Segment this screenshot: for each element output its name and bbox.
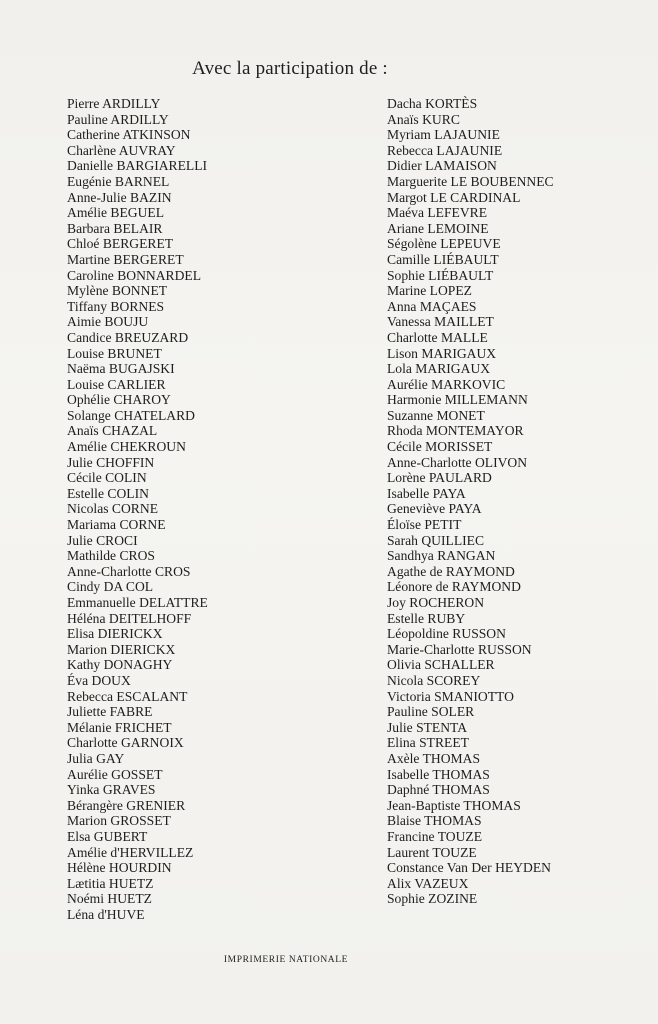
participant-name: Mariama CORNE xyxy=(67,517,166,533)
participant-name: Axèle THOMAS xyxy=(387,750,481,766)
participant-name: Aimie BOUJU xyxy=(67,314,149,330)
participant-name: Amélie BEGUEL xyxy=(67,205,165,221)
participant-name: Louise BRUNET xyxy=(67,345,162,361)
participant-name: Naëma BUGAJSKI xyxy=(67,361,175,377)
participant-name: Anaïs KURC xyxy=(387,111,460,127)
participant-name: Marion DIERICKX xyxy=(67,641,176,657)
participant-name: Caroline BONNARDEL xyxy=(67,267,202,283)
participant-name: Sophie LIÉBAULT xyxy=(387,267,494,283)
participant-name: Éloïse PETIT xyxy=(387,517,462,533)
participant-name: Rebecca LAJAUNIE xyxy=(387,142,503,158)
participant-name: Cécile MORISSET xyxy=(387,439,493,455)
participant-name: Laurent TOUZE xyxy=(387,844,477,860)
participant-name: Ségolène LEPEUVE xyxy=(387,236,501,252)
participant-name: Camille LIÉBAULT xyxy=(387,251,499,267)
participant-name: Candice BREUZARD xyxy=(67,329,189,345)
participant-name: Elisa DIERICKX xyxy=(67,626,163,642)
participant-name: Mathilde CROS xyxy=(67,548,155,564)
participant-name: Louise CARLIER xyxy=(67,376,166,392)
participant-name: Hélène HOURDIN xyxy=(67,860,172,876)
participant-name: Julia GAY xyxy=(67,750,125,766)
participant-name: Nicolas CORNE xyxy=(67,501,158,517)
participant-name: Mylène BONNET xyxy=(67,283,168,299)
participant-name: Pauline SOLER xyxy=(387,704,475,720)
participant-name: Mélanie FRICHET xyxy=(67,719,172,735)
participant-name: Bérangère GRENIER xyxy=(67,797,186,813)
participant-name: Jean-Baptiste THOMAS xyxy=(387,797,521,813)
participants-list-left xyxy=(67,96,208,922)
participant-name: Elsa GUBERT xyxy=(67,828,148,844)
participant-name: Lorène PAULARD xyxy=(387,470,492,486)
participant-name: Chloé BERGERET xyxy=(67,236,174,252)
participant-name: Dacha KORTÈS xyxy=(387,96,478,111)
participant-name: Constance Van Der HEYDEN xyxy=(387,860,551,876)
participant-name: Anne-Charlotte CROS xyxy=(67,563,191,579)
participant-name: Anaïs CHAZAL xyxy=(67,423,158,439)
participant-name: Nicola SCOREY xyxy=(387,672,481,688)
participant-name: Julie STENTA xyxy=(387,719,468,735)
participant-name: Victoria SMANIOTTO xyxy=(387,688,514,704)
participant-name: Agathe de RAYMOND xyxy=(387,563,515,579)
participant-name: Pauline ARDILLY xyxy=(67,111,169,127)
participant-name: Myriam LAJAUNIE xyxy=(387,127,500,143)
participant-name: Sophie ZOZINE xyxy=(387,891,478,907)
participant-name: Martine BERGERET xyxy=(67,251,184,267)
participant-name: Marie-Charlotte RUSSON xyxy=(387,641,532,657)
participant-name: Charlène AUVRAY xyxy=(67,142,176,158)
participant-name: Cécile COLIN xyxy=(67,470,147,486)
participant-name: Solange CHATELARD xyxy=(67,407,195,423)
participant-name: Amélie CHEKROUN xyxy=(67,439,186,455)
participant-name: Isabelle PAYA xyxy=(387,485,466,501)
participant-name: Pierre ARDILLY xyxy=(67,96,161,111)
participant-name: Anna MAÇAES xyxy=(387,298,477,314)
participant-name: Sarah QUILLIEC xyxy=(387,532,485,548)
participant-name: Charlotte GARNOIX xyxy=(67,735,184,751)
participant-name: Lætitia HUETZ xyxy=(67,875,154,891)
participant-name: Lola MARIGAUX xyxy=(387,361,491,377)
printer-imprint: IMPRIMERIE NATIONALE xyxy=(223,955,349,965)
participant-name: Margot LE CARDINAL xyxy=(387,189,521,205)
participant-name: Aurélie MARKOVIC xyxy=(387,376,506,392)
participant-name: Kathy DONAGHY xyxy=(67,657,173,673)
participant-name: Léna d'HUVE xyxy=(67,906,145,922)
participant-name: Catherine ATKINSON xyxy=(67,127,191,143)
participant-name: Harmonie MILLEMANN xyxy=(387,392,528,408)
participant-name: Isabelle THOMAS xyxy=(387,766,490,782)
participant-name: Barbara BELAIR xyxy=(67,220,163,236)
participant-name: Maéva LEFEVRE xyxy=(387,205,488,221)
participant-name: Francine TOUZE xyxy=(387,828,483,844)
participant-name: Ophélie CHAROY xyxy=(67,392,171,408)
participant-name: Héléna DEITELHOFF xyxy=(67,610,192,626)
participant-name: Juliette FABRE xyxy=(67,704,153,720)
participant-name: Estelle COLIN xyxy=(67,485,149,501)
participant-name: Julie CROCI xyxy=(67,532,138,548)
participant-name: Anne-Julie BAZIN xyxy=(67,189,172,205)
participant-name: Marguerite LE BOUBENNEC xyxy=(387,173,554,189)
participant-name: Tiffany BORNES xyxy=(67,298,165,314)
participant-name: Geneviève PAYA xyxy=(387,501,482,517)
participant-name: Yinka GRAVES xyxy=(67,782,156,798)
participant-name: Léopoldine RUSSON xyxy=(387,626,506,642)
participant-name: Elina STREET xyxy=(387,735,469,751)
participant-name: Rhoda MONTEMAYOR xyxy=(387,423,524,439)
participant-name: Danielle BARGIARELLI xyxy=(67,158,208,174)
participant-name: Suzanne MONET xyxy=(387,407,485,423)
participant-name: Vanessa MAILLET xyxy=(387,314,494,330)
participant-name: Blaise THOMAS xyxy=(387,813,482,829)
participant-name: Alix VAZEUX xyxy=(387,875,469,891)
participant-name: Marine LOPEZ xyxy=(387,283,472,299)
participant-name: Anne-Charlotte OLIVON xyxy=(387,454,528,470)
page-title: Avec la participation de : xyxy=(192,58,388,79)
participant-name: Joy ROCHERON xyxy=(387,595,485,610)
participant-name: Didier LAMAISON xyxy=(387,158,497,174)
participant-name: Julie CHOFFIN xyxy=(67,454,155,470)
participant-name: Ariane LEMOINE xyxy=(387,220,489,236)
participant-name: Rebecca ESCALANT xyxy=(67,688,188,704)
participant-name: Cindy DA COL xyxy=(67,579,154,595)
participant-name: Sandhya RANGAN xyxy=(387,548,496,564)
participant-name: Daphné THOMAS xyxy=(387,782,490,798)
participant-name: Emmanuelle DELATTRE xyxy=(67,595,208,610)
participant-name: Eugénie BARNEL xyxy=(67,173,170,189)
participant-name: Estelle RUBY xyxy=(387,610,466,626)
participants-list-right xyxy=(387,96,554,907)
participant-name: Noémi HUETZ xyxy=(67,891,152,907)
participant-name: Aurélie GOSSET xyxy=(67,766,163,782)
participant-name: Éva DOUX xyxy=(67,672,131,688)
participant-name: Léonore de RAYMOND xyxy=(387,579,521,595)
participant-name: Charlotte MALLE xyxy=(387,329,488,345)
participant-name: Marion GROSSET xyxy=(67,813,171,829)
participant-name: Olivia SCHALLER xyxy=(387,657,495,673)
participant-name: Amélie d'HERVILLEZ xyxy=(67,844,194,860)
participant-name: Lison MARIGAUX xyxy=(387,345,497,361)
